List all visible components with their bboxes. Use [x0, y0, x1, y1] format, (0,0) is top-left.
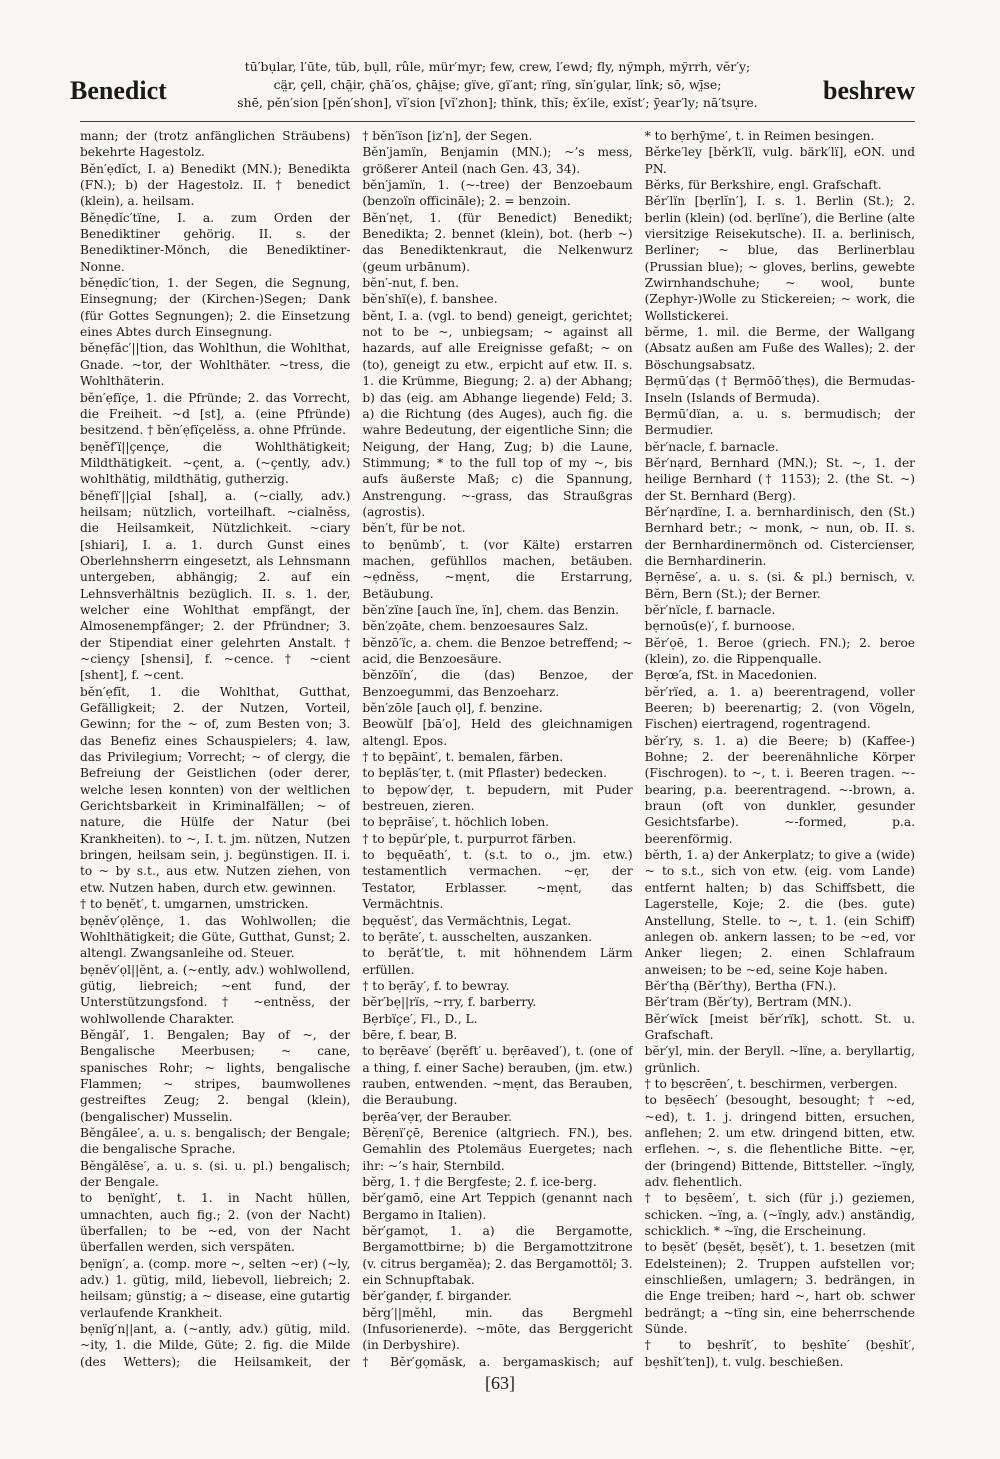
dictionary-entry: bĕn′zïne [auch ïne, ïn], chem. das Benzin.	[362, 602, 620, 617]
dictionary-entry: to bẹsĕt′ (bẹsĕt, bẹsĕt′), t. 1. besetzen (mit Edelsteinen); 2. Truppen aufstellen vor; einschließen, umlagern; 3. bedrängen, in die Enge treiben; hard ~, hart ob. schwer bedrängt; a ~tïng sin, eine beherrschende Sünde.	[644, 1240, 915, 1337]
dictionary-entry: † bĕn′ïson [iz′n], der Segen.	[362, 129, 533, 143]
dictionary-entry: bẹrnoūs(e)′, f. burnoose.	[644, 619, 796, 634]
dictionary-entry: Bĕrke′ley [bĕrk′lï, vulg. bärk′lï], eON. und PN.	[644, 145, 915, 176]
dictionary-entry: bĕn′zōle [auch ọl], f. benzine.	[362, 701, 543, 716]
pronunciation-key-line: cä̤r, ç̧ell, chā̤ir, ç̧hā′os, ç̧hāi̤se; gïve, gï′ant; rïng, sĭn′gụlar, lĭnk; sō, wī̤se;	[273, 77, 722, 92]
dictionary-entry: bĕn′ẹfïçe, 1. die Pfründe; 2. das Vorrecht, die Freiheit. ~d [st], a. (eine Pfründe) besitzend. † bĕn′ẹfïçelĕss, a. ohne Pfründe.	[80, 390, 351, 438]
dictionary-entry: bĕr′gamō, eine Art Teppich (genannt nach Bergamo in Italien).	[362, 1191, 633, 1222]
dictionary-entry: † to bẹscrēen′, t. beschirmen, verbergen.	[644, 1076, 898, 1091]
dictionary-entry: Bĕrks, für Berkshire, engl. Grafschaft.	[644, 178, 882, 193]
header-rule	[80, 121, 915, 122]
dictionary-entry: bĕrth, 1. a) der Ankerplatz; to give a (wide) ~ to s.t., sich von etw. (eig. vom Lande) entfernt halten; b) das Schiffsbett, die Lagerstelle, Koje; 2. die (bes. gute) Anstellung, Stelle. to ~, t. 1. (ein Schiff) anlegen ob. ankern lassen; to be ~ed, vor Anker liegen; 2. einen Schlafraum anweisen; to be ~ed, seine Koje haben.	[644, 848, 915, 977]
column-right	[645, 128, 915, 1371]
dictionary-entry: Bĕr′thạ (Bĕr′thy), Bertha (FN.).	[644, 978, 837, 993]
dictionary-entry: bĕr′bẹ||rïs, ~rry, f. barberry.	[362, 995, 537, 1010]
dictionary-entry: Bĕr′tram (Bĕr′ty), Bertram (MN.).	[644, 995, 852, 1010]
dictionary-entry: bĕnzōïn′, die (das) Benzoe, der Benzoegummi, das Benzoeharz.	[362, 668, 633, 699]
dictionary-entry: bẹnĕf′ï||çençe, die Wohlthätigkeit; Mildthätigkeit. ~çent, a. (~çently, adv.) wohlthätig, mildthätig, gutherzig.	[80, 439, 351, 487]
dictionary-entry: Bĕn′nẹt, 1. (für Benedict) Benedikt; Benedikta; 2. bennet (klein), bot. (herb ~) das Benediktenkraut, die Nelkenwurz (geum urbānum).	[362, 210, 633, 274]
dictionary-entry: bĕr′rïed, a. 1. a) beerentragend, voller Beeren; b) beerenartig; 2. (von Vögeln, Fischen) eiertragend, rogentragend.	[644, 684, 915, 732]
dictionary-entry: Bẹrnēse′, a. u. s. (si. & pl.) bernisch, v. Bĕrn, Bern (St.); der Berner.	[644, 570, 915, 601]
dictionary-entry: Bĕr′wïck [meist bĕr′rïk], schott. St. u. Grafschaft.	[644, 1011, 915, 1042]
dictionary-entry: bĕn′ẹfĭt, 1. die Wohlthat, Gutthat, Gefälligkeit; 2. der Nutzen, Vorteil, Gewinn; for the ~ of, zum Besten von; 3. das Benefiz eines Schauspielers; 4. law, das Privilegium; Vorrecht; ~ of clergy, die Befreiung der Geistlichen (oder derer, welche lesen konnten) von der weltlichen Gerichtsbarkeit in Kriminalfällen; ~ of nature, die Hülfe der Natur (bei Krankheiten). to ~, I. t. jm. nützen, Nutzen bringen, heilsam sein, j. begünstigen. II. i. to ~ by s.t., aus etw. Nutzen ziehen, von etw. Nutzen haben, durch etw. gewinnen.	[80, 684, 351, 895]
dictionary-entry: Bĕnẹdĭc′tïne, I. a. zum Orden der Benediktiner gehörig. II. s. der Benediktiner-Mönch, die Benediktiner-Nonne.	[80, 210, 351, 274]
dictionary-entry: to bẹrēave′ (bẹrĕft′ u. bẹrēaved′), t. (one of a thing, f. einer Sache) berauben, (jm. etw.) rauben, entwenden. ~mẹnt, das Berauben, die Beraubung.	[362, 1044, 633, 1108]
dictionary-entry: bĕr′gamọt, 1. a) die Bergamotte, Bergamottbirne; b) die Bergamottzitrone (v. citrus bergamĕa); 2. das Bergamottöl; 3. ein Schnupftabak.	[362, 1224, 633, 1288]
dictionary-entry: † to bẹpŭr′ple, t. purpurrot färben.	[362, 831, 577, 846]
dictionary-entry: bĕn′shï(e), f. banshee.	[362, 292, 498, 307]
dictionary-entry: Beowŭlf [bā′o], Held des gleichnamigen altengl. Epos.	[362, 717, 633, 748]
dictionary-entry: bĕnẹfï′||çial [shal], a. (~cially, adv.) heilsam; nützlich, vorteilhaft. ~cialnĕss, die Heilsamkeit, Nützlichkeit. ~ciary [shiari], I. a. 1. durch Gunst eines Oberlehnsherrn eingesetzt, als Lehnsmann untergeben, abhängig; 2. auf ein Lehnsverhältnis bezüglich. II. s. 1. der, welcher eine Wohlthat empfängt, der Almosenempfänger; 2. der Pfründner; 3. der Stipendiat einer gelehrten Anstalt. † ~ciençy [shensi], f. ~cence. † ~cient [shent], f. ~cent.	[80, 488, 351, 683]
dictionary-entry: bĕnẹfăc′||tion, das Wohlthun, die Wohlthat, Gnade. ~tor, der Wohlthäter. ~tress, die Wohlthäterin.	[80, 341, 351, 389]
dictionary-entry: bẹrēa′vẹr, der Berauber.	[362, 1109, 512, 1124]
dictionary-entry: to bẹsēech′ (besought, besought; † ~ed, ~ed), t. 1. j. dringend bitten, ersuchen, anflehen; 2. um etw. dringend bitten, etw. erflehen. ~, s. die flehentliche Bitte. ~ẹr, der (bringend) Bittende, Bittsteller. ~ïngly, adv. flehentlich.	[644, 1093, 915, 1189]
dictionary-entry: bẹquĕst′, das Vermächtnis, Legat.	[362, 913, 572, 928]
dictionary-entry: Bĕr′nạrd, Bernhard (MN.); St. ~, 1. der heilige Bernhard († 1153); 2. (the St. ~) der St. Bernhard (Berg).	[644, 455, 915, 503]
column-left	[80, 128, 350, 1371]
dictionary-entry: † to bẹsēem′, t. sich (für j.) geziemen, schicken. ~ïng, a. (~ïngly, adv.) anständig, schicklich. * ~ïng, die Erscheinung.	[644, 1191, 915, 1239]
dictionary-entry: Bĕngălēse′, a. u. s. (si. u. pl.) bengalisch; der Bengale.	[80, 1158, 351, 1189]
dictionary-entry: bĕr′ry, s. 1. a) die Beere; b) (Kaffee-) Bohne; 2. der beerenähnliche Körper (Fischrogen). to ~, t. i. Beeren tragen. ~-bearing, p.a. beerentragend. ~-brown, a. braun (oft von dunkler, gesunder Gesichtsfarbe). ~-formed, p.a. beerenförmig.	[644, 733, 915, 846]
dictionary-entry: bĕn′t, für be not.	[362, 521, 466, 536]
dictionary-entry: Bẹrmū′dạs († Bẹrmōō′thẹs), die Bermudas-Inseln (Islands of Bermuda).	[644, 374, 915, 405]
dictionary-entry: bēre, f. bear, B.	[362, 1027, 458, 1042]
dictionary-entry: bĕn′-nut, f. ben.	[362, 276, 459, 291]
dictionary-entry: Bĕrẹnï′çē, Berenice (altgriech. FN.), bes. Gemahlin des Ptolemäus Euergetes; nach ihr: ~’s hair, Sternbild.	[362, 1125, 633, 1173]
dictionary-entry: Bẹrbïçe′, Fl., D., L.	[362, 1011, 478, 1026]
dictionary-entry: Bĕngăl′, 1. Bengalen; Bay of ~, der Bengalische Meerbusen; ~ cane, spanisches Rohr; ~ lights, bengalische Flammen; ~ stripes, baumwollenes gestreiftes Zeug; 2. bengal (klein), (bengalischer) Musselin.	[80, 1027, 351, 1124]
dictionary-entry: bẹnĕv′ọlĕnçe, 1. das Wohlwollen; die Wohlthätigkeit; die Güte, Gutthat, Gunst; 2. altengl. Zwangsanleihe od. Steuer.	[80, 913, 351, 961]
dictionary-entry: to bẹplăs′tẹr, t. (mit Pflaster) bedecken.	[362, 766, 607, 781]
dictionary-entry: Bĕn′jamïn, Benjamin (MN.); ~’s mess, größerer Anteil (nach Gen. 43, 34).	[362, 145, 633, 176]
column-middle	[362, 128, 632, 1371]
dictionary-entry: bẹnïg′n||ant, a. (~antly, adv.) gütig, mild. ~ity, 1. die Milde, Güte; 2. fig. die Milde (des Wetters); die Heilsamkeit, der	[80, 1322, 351, 1369]
dictionary-entry: mann; der (trotz anfänglichen Sträubens) bekehrte Hagestolz.	[80, 129, 351, 160]
dictionary-entry: to bẹquēath′, t. (s.t. to o., jm. etw.) testamentlich vermachen. ~ẹr, der Testator, Erblasser. ~mẹnt, das Vermächtnis.	[362, 848, 633, 912]
dictionary-entry: † to bẹpāint′, t. bemalen, färben.	[362, 750, 564, 765]
dictionary-entry: to bẹprāise′, t. höchlich loben.	[362, 815, 550, 830]
dictionary-entry: bĕrg, 1. † die Bergfeste; 2. f. ice-berg.	[362, 1175, 597, 1189]
guide-word-right: beshrew	[823, 76, 915, 105]
dictionary-entry: Bẹrmū′dïan, a. u. s. bermudisch; der Bermudier.	[644, 406, 915, 438]
dictionary-entry: bẹnïgn′, a. (comp. more ~, selten ~er) (~ly, adv.) 1. gütig, mild, liebevoll, liebreich; 2. heilsam; günstig; a ~ disease, eine gutartig verlaufende Krankheit.	[80, 1256, 351, 1320]
dictionary-entry: to bẹnïght′, t. 1. in Nacht hüllen, umnachten, auch fig.; 2. (von der Nacht) überfallen; to be ~ed, von der Nacht überfallen werden, sich verspäten.	[80, 1191, 351, 1255]
dictionary-entry	[645, 1370, 915, 1371]
dictionary-entry: bĕr′yl, min. der Beryll. ~lïne, a. beryllartig, grünlich.	[644, 1044, 915, 1075]
dictionary-entry: Bĕngălee′, a. u. s. bengalisch; der Bengale; die bengalische Sprache.	[80, 1125, 351, 1157]
dictionary-entry: bĕrg′||mĕhl, min. das Bergmehl (Infusorienerde). ~mōte, das Berggericht (in Derbyshire).	[362, 1305, 633, 1353]
dictionary-entry: bĕr′gandẹr, f. birgander.	[362, 1289, 512, 1304]
page-number: [63]	[485, 1373, 515, 1393]
dictionary-entry: bĕr′nïcle, f. barnacle.	[644, 602, 776, 617]
dictionary-entry: Bẹrœ′a, fSt. in Macedonien.	[644, 668, 818, 683]
dictionary-columns	[80, 128, 915, 1371]
dictionary-entry: bĕnzō′ïc, a. chem. die Benzoe betreffend; ~ acid, die Benzoesäure.	[362, 635, 633, 666]
dictionary-entry: bĕn′zọāte, chem. benzoesaures Salz.	[362, 619, 589, 634]
pronunciation-key	[230, 58, 765, 112]
dictionary-entry: Bĕr′nạrdïne, I. a. bernhardinisch, den (St.) Bernhard betr.; ~ monk, ~ nun, ob. II. s. der Bernhardinermönch od. Cistercienser, die Bernhardinerin.	[644, 504, 915, 568]
dictionary-entry: bĕr′nacle, f. barnacle.	[644, 439, 779, 454]
dictionary-entry: † Bĕr′gọmăsk, a. bergamaskisch; auf	[362, 1354, 633, 1369]
dictionary-entry: to bẹrăt′tle, t. mit höhnendem Lärm erfüllen.	[362, 946, 633, 977]
dictionary-entry: † to bẹshrĭt′, to bẹshīte′ (bẹshĭt′, bẹshĭt′ten]), t. vulg. beschießen.	[644, 1338, 915, 1369]
dictionary-entry: bẹnĕv′ọl||ĕnt, a. (~ently, adv.) wohlwollend, gütig, liebreich; ~ent fund, der Unterstützungsfond. † ~entnĕss, der wohlwollende Charakter.	[80, 962, 351, 1026]
dictionary-entry: * to bẹrhȳme′, t. in Reimen besingen.	[644, 129, 875, 143]
dictionary-entry: Bĕr′ọē, 1. Beroe (griech. FN.); 2. beroe (klein), zo. die Rippenqualle.	[644, 635, 915, 666]
dictionary-entry: to bẹnŭmb′, t. (vor Kälte) erstarren machen, gefühllos machen, betäuben. ~ẹdnĕss, ~mẹnt, die Erstarrung, Betäubung.	[362, 537, 633, 601]
dictionary-entry: to bẹpow′dẹr, t. bepudern, mit Puder bestreuen, zieren.	[362, 782, 633, 814]
dictionary-entry: bĕnt, I. a. (vgl. to bend) geneigt, gerichtet; not to be ~, unbiegsam; ~ against all hazards, auf alle Ereignisse gefaßt; ~ on (to), geneigt zu etw., erpicht auf etw. II. s. 1. die Krümme, Biegung; 2. a) der Abhang; b) das (eig. am Abhange liegende) Feld; 3. a) die Richtung (des Auges), auch fig. die wahre Bedeutung, der eigentliche Sinn; die Neigung, der Hang, Zug; b) die Laune, Stimmung; * to the full top of my ~, bis aufs äußerste Maß; c) die Spannung, Anstrengung. ~-grass, das Straußgras (agrostis).	[362, 308, 633, 519]
dictionary-entry: † to bẹnĕt′, t. umgarnen, umstricken.	[80, 897, 309, 912]
dictionary-entry: † to bẹrāy′, f. to bewray.	[362, 978, 510, 993]
dictionary-entry: Bĕn′ẹdĭct, I. a) Benedikt (MN.); Benedikta (FN.); b) der Hagestolz. II. † benedict (klein), a. heilsam.	[80, 161, 351, 209]
pronunciation-key-line: shē, pĕn′sion [pĕn′shon], vĭ′sion [vĭ′zhon]; thĭnk, thĭs; ĕx′ile, exĭst′; ȳear′ly; nā′tsụre.	[237, 95, 758, 110]
pronunciation-key-line: tū′bụlar, l′ūte, tŭb, bụll, rûle, mür′myr; few, crew, l′ewd; fly, nўmph, mўrrh, vĕr′y;	[244, 59, 751, 74]
guide-word-left: Benedict	[70, 76, 167, 105]
dictionary-entry: Bĕr′lïn [bẹrlĭn′], I. s. 1. Berlin (St.); 2. berlin (klein) (od. bẹrlïne′), die Berline (alte viersitzige Reisekutsche). II. a. berlinisch, Berliner; ~ blue, das Berlinerblau (Prussian blue); ~ gloves, berlins, gewebte Zwirnhandschuhe; ~ wool, bunte (Zephyr-)Wolle zu Stickereien; ~ work, die Wollstickerei.	[644, 194, 915, 323]
dictionary-entry: bĕnẹdĭc′tion, 1. der Segen, die Segnung, Einsegnung; der (Kirchen-)Segen; Dank (für Gottes Segnungen); 2. die Einsetzung eines Abtes durch Einsegnung.	[80, 276, 351, 340]
dictionary-entry: to bẹrāte′, t. ausschelten, auszanken.	[362, 929, 593, 944]
dictionary-entry: bĕn′jamïn, 1. (~-tree) der Benzoebaum (benzoïn officināle); 2. = benzoin.	[362, 178, 633, 209]
page-header	[70, 58, 915, 110]
dictionary-entry: bĕrme, 1. mil. die Berme, der Wallgang (Absatz außen am Fuße des Walles); 2. der Böschungsabsatz.	[644, 325, 915, 372]
